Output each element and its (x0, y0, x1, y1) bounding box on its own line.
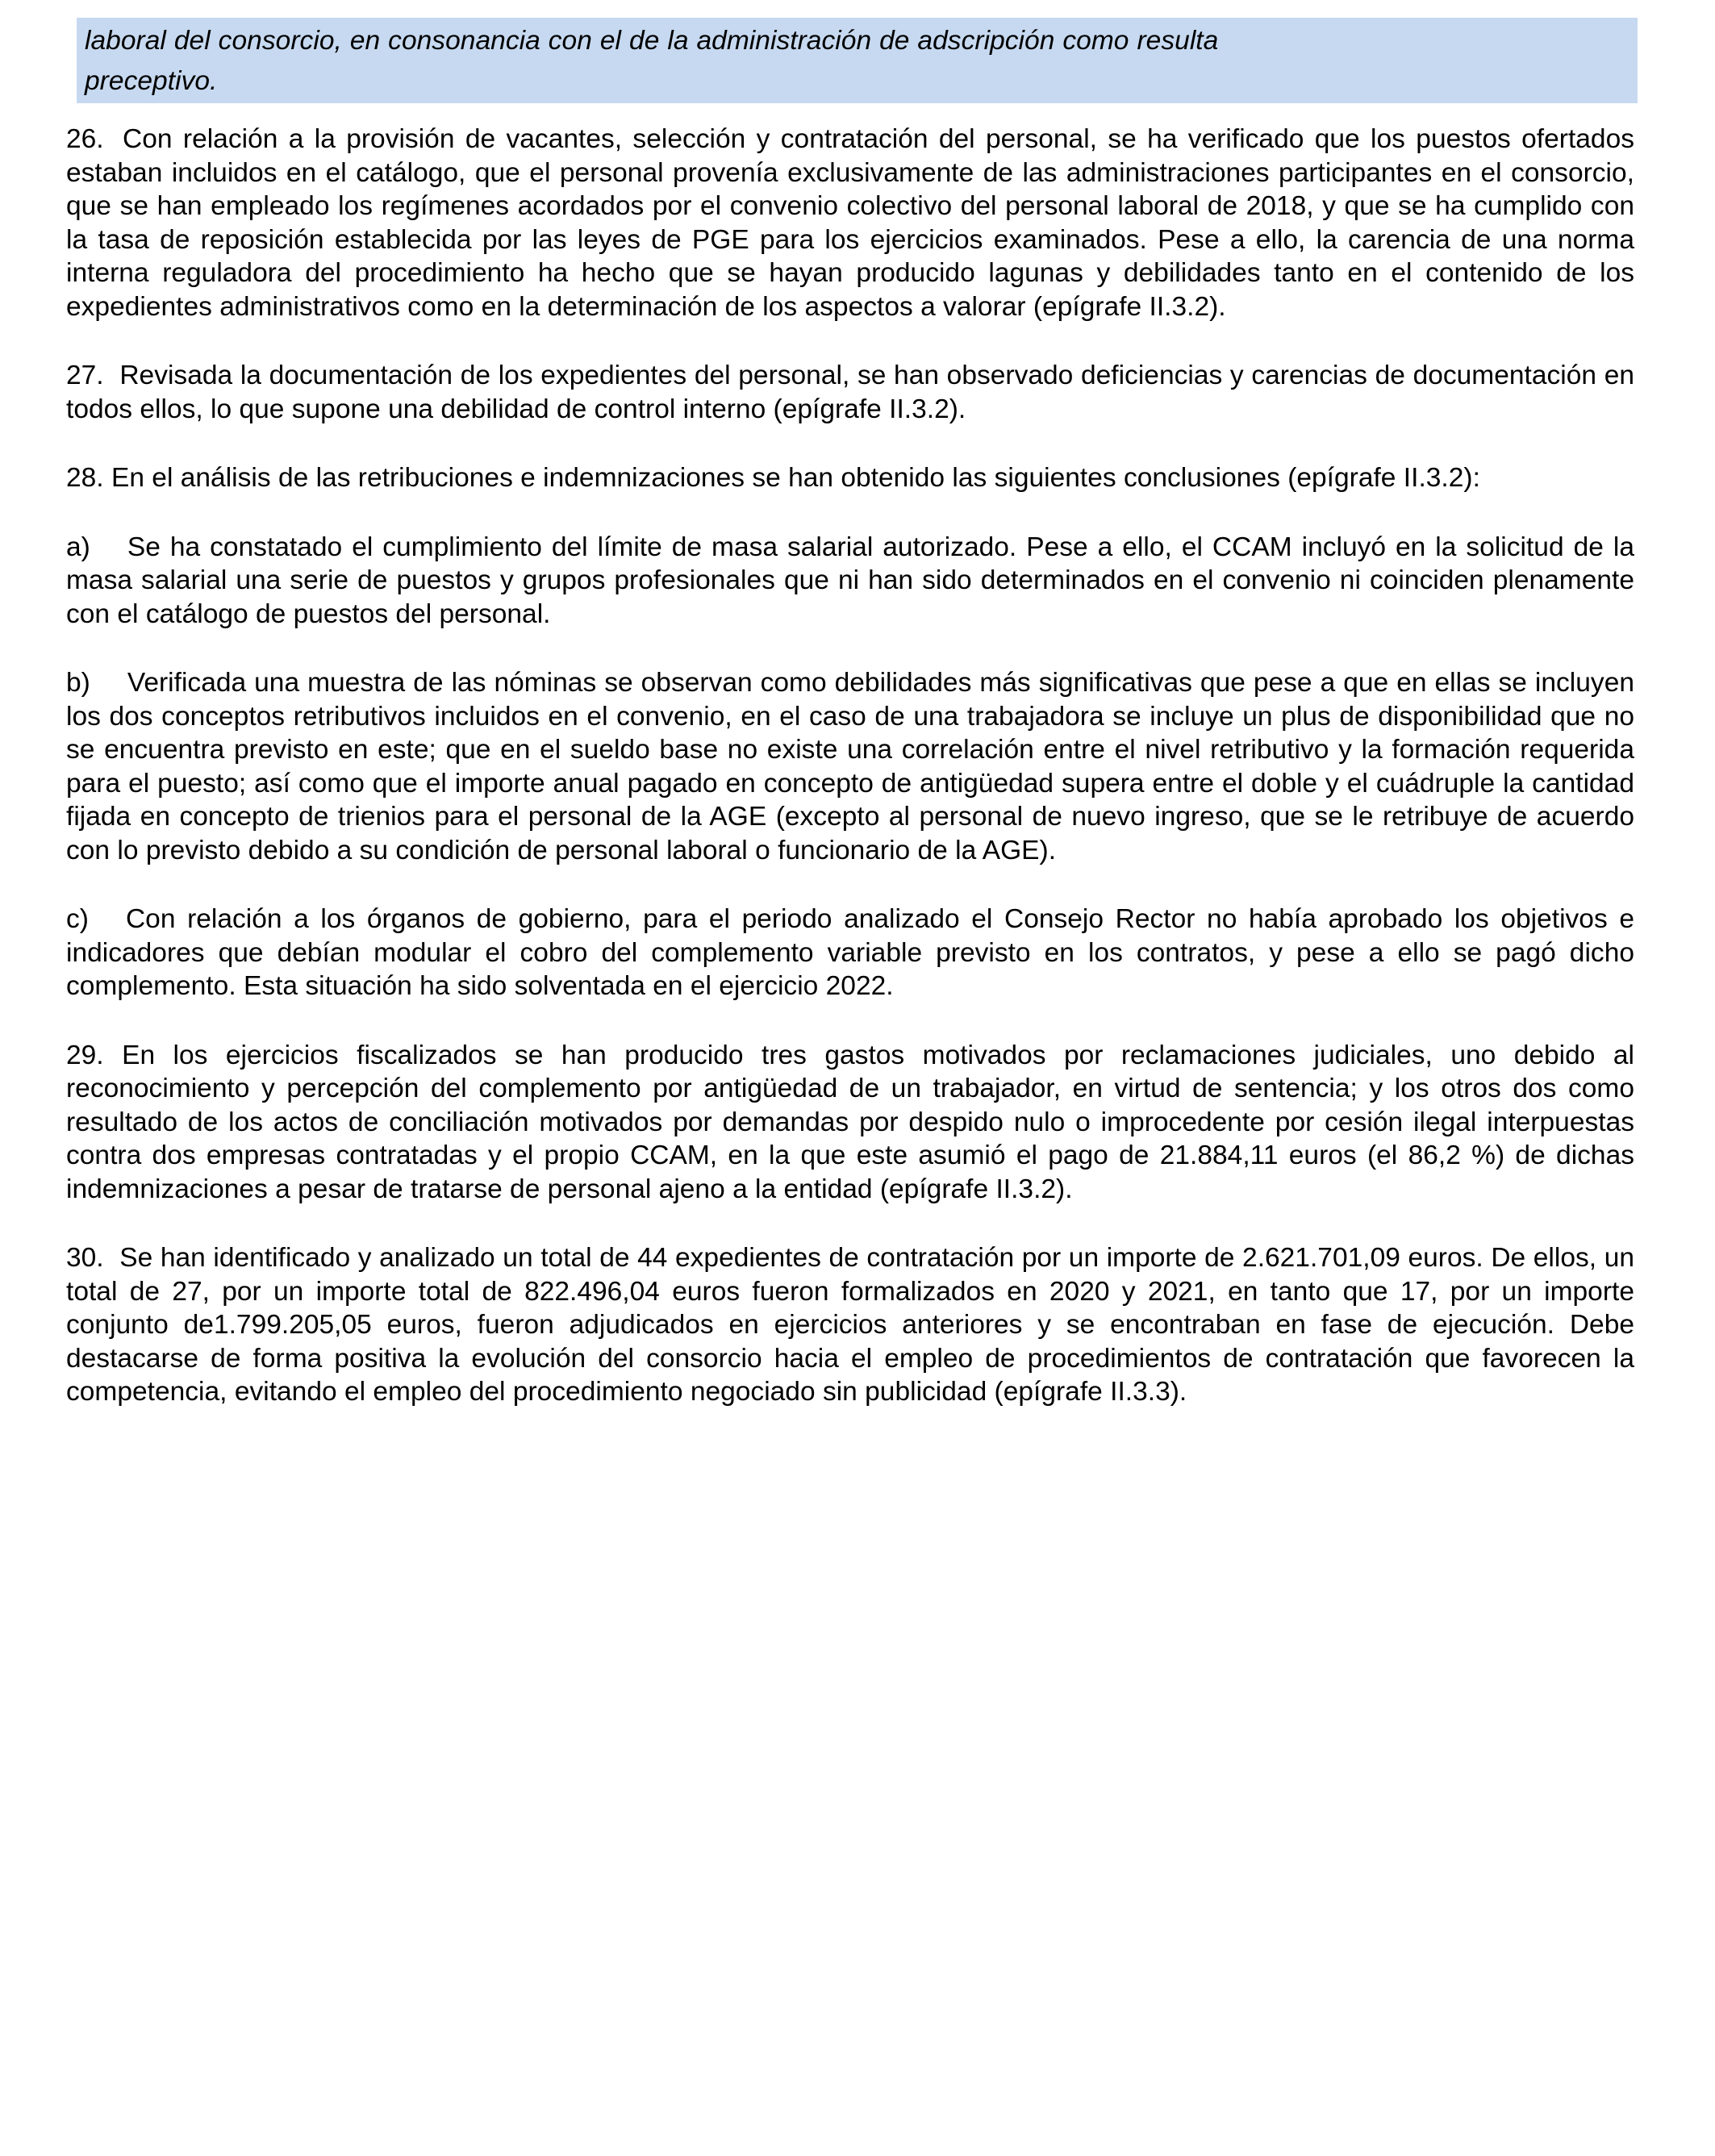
paragraph-29-marker: 29. (66, 1040, 104, 1070)
paragraph-30-marker: 30. (66, 1243, 104, 1273)
list-item-c-marker: c) (66, 904, 89, 934)
paragraph-28-text: En el análisis de las retribuciones e indemnizaciones se han obtenido las siguientes conclusiones (epígrafe II.3.2): (111, 463, 1480, 493)
list-item-a-marker: a) (66, 532, 90, 562)
paragraph-29 (66, 1039, 1634, 1207)
paragraph-30-text: Se han identificado y analizado un total de 44 expedientes de contratación por un importe de 2.621.701,09 euros. De ellos, un total de 27, por un importe total de 822.496,04 euros fueron formalizados en 2020 y 2021, en tanto que 17, por un importe conjunto de1.799.205,05 euros, fueron adjudicados en ejercicios anteriores y se encontraban en fase de ejecución. Debe destacarse de forma positiva la evolución del consorcio hacia el empleo de procedimientos de contratación que favorecen la competencia, evitando el empleo del procedimiento negociado sin publicidad (epígrafe II.3.3). (66, 1243, 1634, 1407)
paragraph-26 (66, 123, 1634, 323)
paragraph-30 (66, 1241, 1634, 1409)
paragraph-28 (66, 461, 1634, 495)
body-text (66, 123, 1634, 1409)
list-item-b-text: Verificada una muestra de las nóminas se observan como debilidades más significativas que pese a que en ellas se incluyen los dos conceptos retributivos incluidos en el convenio, en el caso de una trabajadora se incluye un plus de disponibilidad que no se encuentra previsto en este; que en el sueldo base no existe una correlación entre el nivel retributivo y la formación requerida para el puesto; así como que el importe anual pagado en concepto de antigüedad supera entre el doble y el cuádruple la cantidad fijada en concepto de trienios para el personal de la AGE (excepto al personal de nuevo ingreso, que se le retribuye de acuerdo con lo previsto debido a su condición de personal laboral o funcionario de la AGE). (66, 668, 1634, 865)
list-item-b-marker: b) (66, 668, 90, 698)
paragraph-29-text: En los ejercicios fiscalizados se han producido tres gastos motivados por reclamaciones judiciales, uno debido al reconocimiento y percepción del complemento por antigüedad de un trabajador, en virtud de sentencia; y los otros dos como resultado de los actos de conciliación motivados por demandas por despido nulo o improcedente por cesión ilegal interpuestas contra dos empresas contratadas y el propio CCAM, en la que este asumió el pago de 21.884,11 euros (el 86,2 %) de dichas indemnizaciones a pesar de tratarse de personal ajeno a la entidad (epígrafe II.3.2). (66, 1040, 1634, 1204)
paragraph-26-marker: 26. (66, 124, 104, 154)
list-item-a-text: Se ha constatado el cumplimiento del límite de masa salarial autorizado. Pese a ello, el CCAM incluyó en la solicitud de la masa salarial una serie de puestos y grupos profesionales que ni han sido determinados en el convenio ni coinciden plenamente con el catálogo de puestos del personal. (66, 532, 1634, 629)
list-item-c (66, 903, 1634, 1003)
list-item-a (66, 531, 1634, 632)
list-item-b (66, 666, 1634, 867)
paragraph-27-text: Revisada la documentación de los expedientes del personal, se han observado deficiencias y carencias de documentación en todos ellos, lo que supone una debilidad de control interno (epígrafe II.3.2). (66, 361, 1635, 424)
highlight-line-2: preceptivo. (85, 66, 218, 96)
highlighted-paragraph (77, 18, 1638, 103)
highlight-line-1: laboral del consorcio, en consonancia con el de la administración de adscripción como resulta (85, 26, 1219, 56)
paragraph-26-text: Con relación a la provisión de vacantes, selección y contratación del personal, se ha verificado que los puestos ofertados estaban incluidos en el catálogo, que el personal provenía exclusivamente de las administraciones participantes en el consorcio, que se han empleado los regímenes acordados por el convenio colectivo del personal laboral de 2018, y que se ha cumplido con la tasa de reposición establecida por las leyes de PGE para los ejercicios examinados. Pese a ello, la carencia de una norma interna reguladora del procedimiento ha hecho que se hayan producido lagunas y debilidades tanto en el contenido de los expedientes administrativos como en la determinación de los aspectos a valorar (epígrafe II.3.2). (66, 124, 1634, 322)
paragraph-27-marker: 27. (66, 361, 104, 390)
paragraph-27 (66, 359, 1634, 426)
paragraph-28-marker: 28. (66, 463, 104, 493)
list-item-c-text: Con relación a los órganos de gobierno, para el periodo analizado el Consejo Rector no había aprobado los objetivos e indicadores que debían modular el cobro del complemento variable previsto en los contratos, y pese a ello se pagó dicho complemento. Esta situación ha sido solventada en el ejercicio 2022. (66, 904, 1634, 1001)
